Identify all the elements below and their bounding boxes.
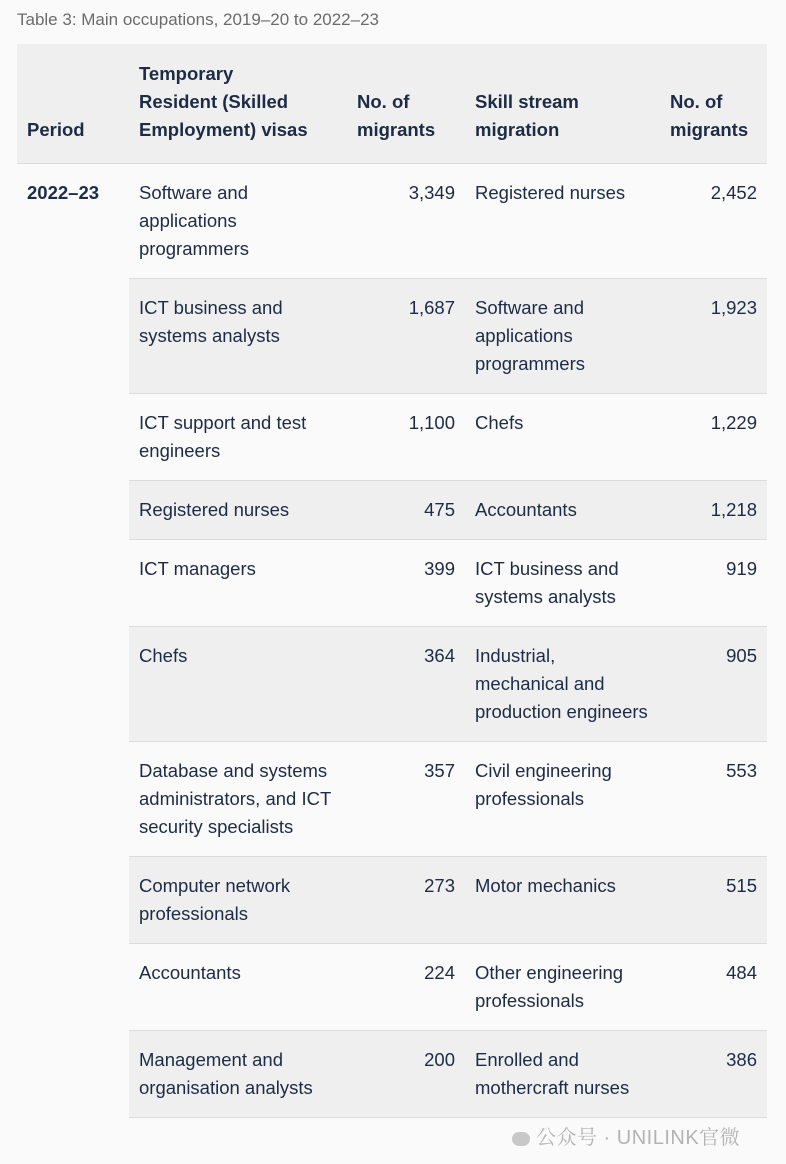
header-temporary-resident-visas: Temporary Resident (Skilled Employment) visas <box>129 44 347 164</box>
table-row <box>17 742 767 857</box>
skill-count: 1,218 <box>660 481 767 540</box>
trs-occupation: Computer network professionals <box>129 857 347 944</box>
table-row <box>17 164 767 279</box>
skill-occupation: Industrial, mechanical and production engineers <box>465 627 660 742</box>
trs-count: 224 <box>347 944 465 1031</box>
watermark <box>512 1121 740 1150</box>
skill-occupation: Accountants <box>465 481 660 540</box>
trs-count: 399 <box>347 540 465 627</box>
wechat-icon <box>512 1132 530 1146</box>
skill-count: 515 <box>660 857 767 944</box>
trs-count: 1,687 <box>347 279 465 394</box>
skill-count: 484 <box>660 944 767 1031</box>
table-row <box>17 857 767 944</box>
trs-count: 357 <box>347 742 465 857</box>
skill-occupation: Software and applications programmers <box>465 279 660 394</box>
occupations-table <box>17 44 767 1118</box>
trs-occupation: ICT support and test engineers <box>129 394 347 481</box>
trs-occupation: Registered nurses <box>129 481 347 540</box>
table-row <box>17 481 767 540</box>
trs-occupation: Chefs <box>129 627 347 742</box>
trs-occupation: Management and organisation analysts <box>129 1031 347 1118</box>
header-row <box>17 44 767 164</box>
trs-occupation: ICT business and systems analysts <box>129 279 347 394</box>
trs-count: 364 <box>347 627 465 742</box>
trs-count: 3,349 <box>347 164 465 279</box>
table-row <box>17 944 767 1031</box>
skill-occupation: Civil engineering professionals <box>465 742 660 857</box>
skill-occupation: ICT business and systems analysts <box>465 540 660 627</box>
table-caption: Table 3: Main occupations, 2019–20 to 2022–23 <box>17 10 379 29</box>
skill-count: 1,923 <box>660 279 767 394</box>
header-skill-stream: Skill stream migration <box>465 44 660 164</box>
table-row <box>17 540 767 627</box>
skill-occupation: Motor mechanics <box>465 857 660 944</box>
table-row <box>17 627 767 742</box>
skill-count: 386 <box>660 1031 767 1118</box>
skill-count: 1,229 <box>660 394 767 481</box>
trs-occupation: ICT managers <box>129 540 347 627</box>
trs-count: 273 <box>347 857 465 944</box>
trs-occupation: Software and applications programmers <box>129 164 347 279</box>
trs-count: 200 <box>347 1031 465 1118</box>
skill-count: 2,452 <box>660 164 767 279</box>
skill-count: 919 <box>660 540 767 627</box>
table-row <box>17 1031 767 1118</box>
trs-count: 1,100 <box>347 394 465 481</box>
table-row <box>17 394 767 481</box>
table-row <box>17 279 767 394</box>
skill-count: 553 <box>660 742 767 857</box>
skill-occupation: Other engineering professionals <box>465 944 660 1031</box>
header-period: Period <box>17 44 129 164</box>
trs-occupation: Database and systems administrators, and ICT security specialists <box>129 742 347 857</box>
watermark-text: 公众号 · UNILINK官微 <box>536 1127 741 1149</box>
skill-count: 905 <box>660 627 767 742</box>
period-cell: 2022–23 <box>17 164 129 1118</box>
header-trs-migrants: No. of migrants <box>347 44 465 164</box>
skill-occupation: Enrolled and mothercraft nurses <box>465 1031 660 1118</box>
trs-occupation: Accountants <box>129 944 347 1031</box>
trs-count: 475 <box>347 481 465 540</box>
header-skill-migrants: No. of migrants <box>660 44 767 164</box>
skill-occupation: Chefs <box>465 394 660 481</box>
skill-occupation: Registered nurses <box>465 164 660 279</box>
